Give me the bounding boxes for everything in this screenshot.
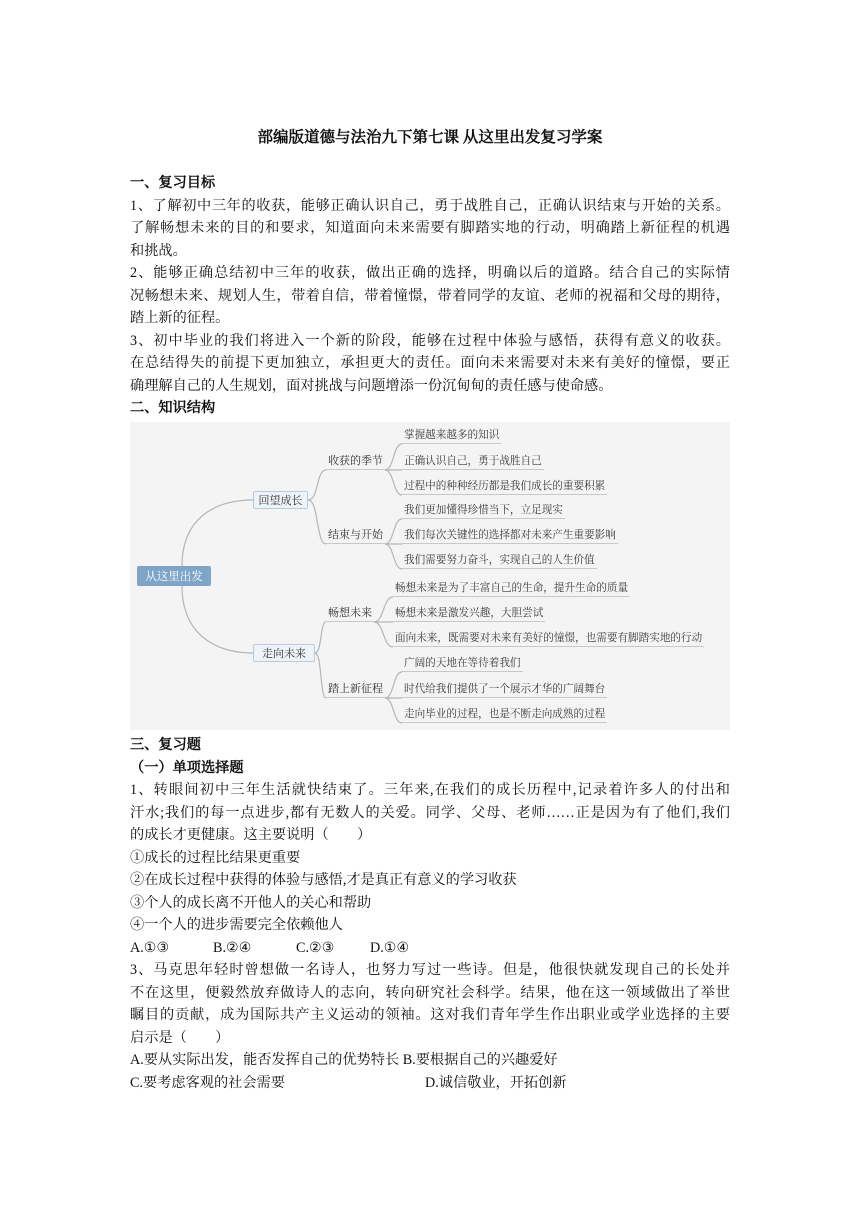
text-line: 在总结得失的前提下更加独立，承担更大的责任。面向未来需要对未来有美好的憧憬，要正 [130, 355, 730, 371]
connector-leaf [385, 470, 402, 495]
connector-branch-2-child-2 [315, 653, 326, 698]
mindmap-branch-review-growth: 回望成长 [253, 491, 308, 509]
text-line: 确理解自己的人生规划，面对挑战与问题增添一份沉甸甸的责任感与使命感。 [130, 377, 613, 394]
mindmap-child-node: 收获的季节 [326, 453, 385, 470]
section-heading-review: 三、复习题 [130, 737, 201, 753]
connector-leaf [385, 519, 402, 544]
question-text-line: 瞩目的贡献，成为国际共产主义运动的领袖。这对我们青年学生作出职业或学业选择的主要 [130, 1007, 730, 1023]
mindmap-leaf-node: 面向未来，既需要对未来有美好的憧憬，也需要有脚踏实地的行动 [393, 630, 704, 647]
text-line: 3、初中毕业的我们将进入一个新的阶段，能够在过程中体验与感悟，获得有意义的收获。 [130, 332, 730, 349]
connector-leaf [374, 597, 393, 622]
connector-root-to-branch-1 [182, 500, 253, 566]
question-statement: ②在成长过程中获得的体验与感悟,才是真正有意义的学习收获 [130, 872, 517, 888]
text-line: 了解畅想未来的目的和要求，知道面向未来需要有脚踏实地的行动，明确踏上新征程的机遇 [130, 220, 730, 236]
mindmap-branch-toward-future: 走向未来 [253, 644, 315, 662]
text-line: 1、了解初中三年的收获，能够正确认识自己，勇于战胜自己，正确认识结束与开始的关系。 [130, 197, 730, 214]
mindmap-leaf-node: 时代给我们提供了一个展示才华的广阔舞台 [402, 681, 607, 698]
mindmap-child-node: 踏上新征程 [326, 681, 385, 698]
question-text-line: 3、马克思年轻时曾想做一名诗人，也努力写过一些诗。但是，他很快就发现自己的长处并 [130, 962, 730, 978]
mindmap-leaf-node: 我们需要努力奋斗，实现自己的人生价值 [402, 552, 597, 569]
answer-choices-row [130, 1049, 730, 1072]
mindmap-leaf-node: 正确认识自己，勇于战胜自己 [402, 453, 544, 470]
answer-choices-row [130, 937, 730, 960]
text-line: 况畅想未来、规划人生，带着自信，带着憧憬，带着同学的友谊、老师的祝福和父母的期待， [130, 287, 730, 304]
choice-d: D.诚信敬业，开拓创新 [425, 1074, 567, 1091]
question-text-line: 启示是（ ） [130, 1029, 230, 1046]
choice-a: A.要从实际出发，能否发挥自己的优势特长 [130, 1052, 400, 1068]
connector-branch-1-child-2 [308, 500, 326, 544]
mindmap-leaf-node: 过程中的种种经历都是我们成长的重要积累 [402, 478, 607, 495]
answer-choices-row [130, 1072, 730, 1095]
page-title: 部编版道德与法治九下第七课 从这里出发复习学案 [257, 129, 603, 146]
mindmap-child-node: 畅想未来 [326, 605, 374, 622]
text-line: 2、能够正确总结初中三年的收获，做出正确的选择，明确以后的道路。结合自己的实际情 [130, 265, 730, 281]
connector-leaf [385, 544, 402, 569]
mindmap-leaf-node: 我们每次关键性的选择都对未来产生重要影响 [402, 527, 618, 544]
choice-b: B.要根据自己的兴趣爱好 [402, 1052, 558, 1068]
question-statement: ①成长的过程比结果更重要 [130, 849, 301, 866]
question-text-line: 不在这里，便毅然放弃做诗人的志向，转向研究社会科学。结果，他在这一领域做出了举世 [130, 984, 730, 1001]
choice-c: C.②③ [296, 939, 335, 956]
review-section [130, 734, 730, 1094]
text-line: 和挑战。 [130, 242, 187, 259]
question-statement: ③个人的成长离不开他人的关心和帮助 [130, 894, 372, 911]
question-text-line: 1、转眼间初中三年生活就快结束了。三年来,在我们的成长历程中,记录着许多人的付出和 [130, 782, 730, 798]
objectives-section [130, 172, 730, 420]
knowledge-mindmap [130, 422, 730, 730]
question-text-line: 的成长才更健康。这主要说明（ ） [130, 827, 372, 843]
mindmap-leaf-node: 广阔的天地在等待着我们 [402, 655, 523, 672]
connector-root-to-branch-2 [182, 586, 253, 653]
connector-branch-2-child-1 [315, 622, 326, 653]
mindmap-leaf-node: 掌握越来越多的知识 [402, 427, 501, 444]
choice-a: A.①③ [130, 939, 170, 956]
connector-leaf [385, 672, 402, 698]
choice-b: B.②④ [213, 939, 252, 956]
connector-leaf [385, 444, 402, 470]
choice-d: D.①④ [370, 939, 410, 956]
question-text-line: 汗水;我们的每一点进步,都有无数人的关爱。同学、父母、老师……正是因为有了他们,我们 [130, 804, 730, 821]
section-heading-objectives: 一、复习目标 [130, 175, 216, 191]
mindmap-leaf-node: 畅想未来是激发兴趣，大胆尝试 [393, 605, 545, 622]
mindmap-leaf-node: 畅想未来是为了丰富自己的生命，提升生命的质量 [393, 580, 630, 597]
mindmap-leaf-node: 我们更加懂得珍惜当下，立足现实 [402, 502, 565, 519]
connector-leaf [374, 622, 393, 647]
mindmap-child-node: 结束与开始 [326, 527, 385, 544]
section-heading-structure: 二、知识结构 [130, 400, 216, 416]
connector-branch-1-child-1 [308, 470, 326, 500]
subsection-heading: （一）单项选择题 [130, 759, 244, 776]
choice-c: C.要考虑客观的社会需要 [130, 1074, 285, 1091]
mindmap-root-node: 从这里出发 [137, 566, 211, 586]
connector-leaf [385, 698, 402, 723]
question-statement: ④一个人的进步需要完全依赖他人 [130, 917, 343, 933]
mindmap-leaf-node: 走向毕业的过程，也是不断走向成熟的过程 [402, 706, 607, 723]
text-line: 踏上新的征程。 [130, 310, 230, 326]
